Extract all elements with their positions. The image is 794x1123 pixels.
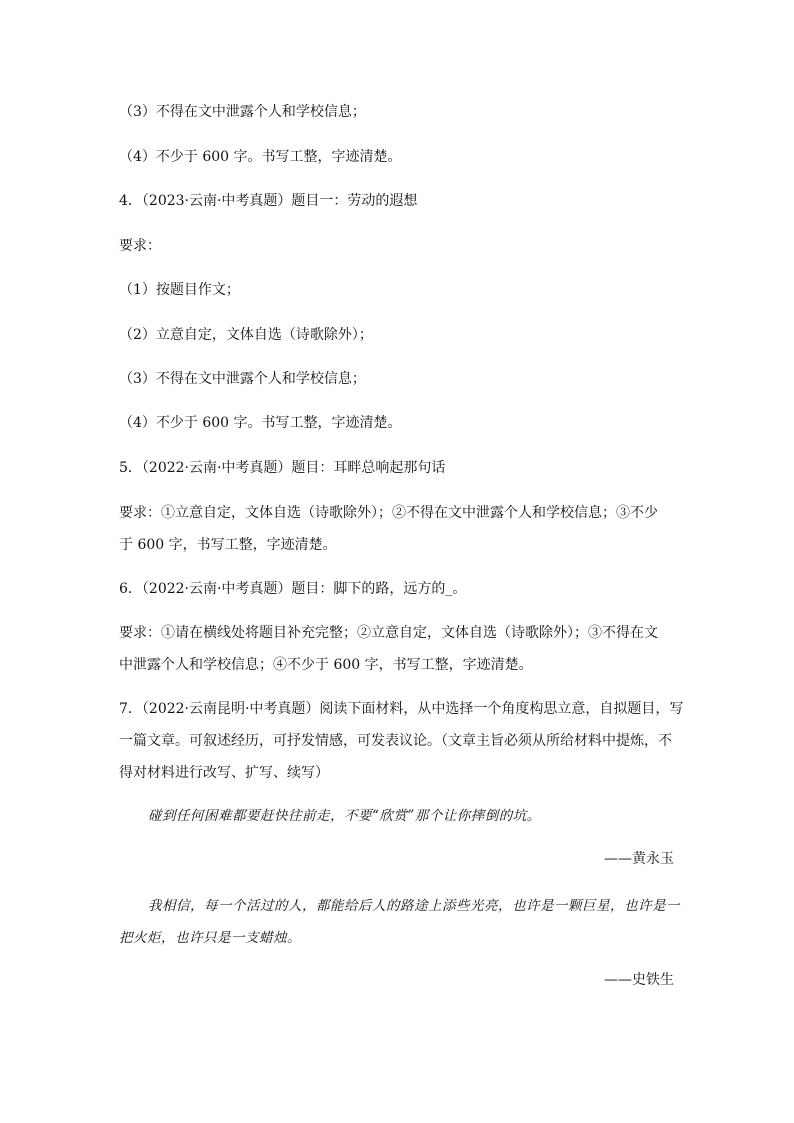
question-4-title: 4．（2023·云南·中考真题）题目一：劳动的遐想 <box>119 193 418 209</box>
quote-shi-tiesheng-line-1: 我相信，每一个活过的人，都能给后人的路途上添些光亮，也许是一颗巨星，也许是一 <box>148 898 680 914</box>
question-5-requirements-line-1: 要求：①立意自定，文体自选（诗歌除外）；②不得在文中泄露个人和学校信息；③不少 <box>119 505 658 521</box>
question-5-title: 5．（2022·云南·中考真题）题目：耳畔总响起那句话 <box>119 460 446 476</box>
quote-huang-yongyu: 碰到任何困难都要赶快往前走，不要“欣赏”那个让你摔倒的坑。 <box>148 808 541 824</box>
prev-requirement-4: （4）不少于 600 字。书写工整，字迹清楚。 <box>119 149 402 165</box>
question-6-title: 6．（2022·云南·中考真题）题目：脚下的路，远方的_。 <box>119 581 467 597</box>
question-6-requirements-line-1: 要求：①请在横线处将题目补充完整；②立意自定，文体自选（诗歌除外）；③不得在文 <box>119 625 658 641</box>
question-5-requirements-line-2: 于 600 字，书写工整，字迹清楚。 <box>119 537 337 553</box>
question-4-requirement-4: （4）不少于 600 字。书写工整，字迹清楚。 <box>119 415 402 431</box>
quote-author-shi-tiesheng: ——史铁生 <box>604 972 674 988</box>
question-4-requirement-label: 要求： <box>119 238 161 254</box>
question-7-title-line-1: 7．（2022·云南昆明·中考真题）阅读下面材料，从中选择一个角度构思立意，自拟题目，写 <box>119 701 684 717</box>
question-7-title-line-3: 得对材料进行改写、扩写、续写） <box>119 765 329 781</box>
question-4-requirement-1: （1）按题目作文； <box>119 282 240 298</box>
prev-requirement-3: （3）不得在文中泄露个人和学校信息； <box>119 104 366 120</box>
quote-shi-tiesheng-line-2: 把火炬，也许只是一支蜡烛。 <box>119 930 301 946</box>
question-4-requirement-3: （3）不得在文中泄露个人和学校信息； <box>119 371 366 387</box>
question-6-requirements-line-2: 中泄露个人和学校信息；④不少于 600 字，书写工整，字迹清楚。 <box>119 657 533 673</box>
quote-author-huang-yongyu: ——黄永玉 <box>604 851 674 867</box>
question-7-title-line-2: 一篇文章。可叙述经历，可抒发情感，可发表议论。（文章主旨必须从所给材料中提炼，不 <box>119 733 672 749</box>
question-4-requirement-2: （2）立意自定，文体自选（诗歌除外）； <box>119 327 373 343</box>
